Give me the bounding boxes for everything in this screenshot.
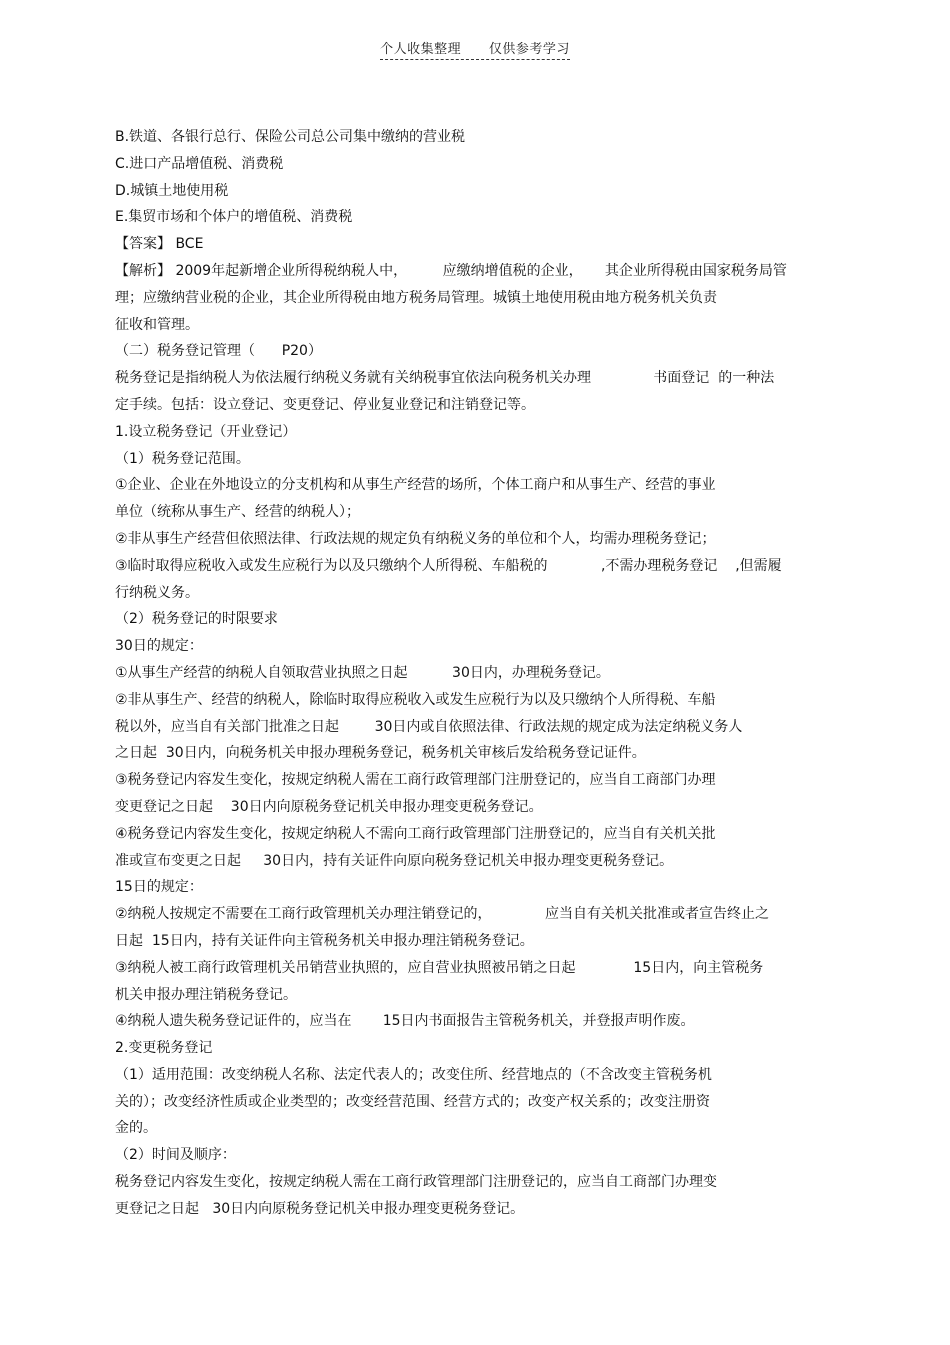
- text-line: ②非从事生产、经营的纳税人，除临时取得应税收入或发生应税行为以及只缴纳个人所得税、车船: [115, 691, 716, 708]
- text-line: 【解析】 2009年起新增企业所得税纳税人中， 应缴纳增值税的企业， 其企业所得税由国家税务局管: [115, 262, 787, 279]
- text-line: （2）税务登记的时限要求: [115, 611, 278, 628]
- text-line: 更登记之日起 30日内向原税务登记机关申报办理变更税务登记。: [115, 1200, 525, 1217]
- page-header: [0, 38, 950, 60]
- text-line: ①从事生产经营的纳税人自领取营业执照之日起 30日内，办理税务登记。: [115, 664, 610, 681]
- header-text: [380, 38, 570, 60]
- text-line: 15日的规定：: [115, 879, 203, 896]
- text-line: ②纳税人按规定不需要在工商行政管理机关办理注销登记的， 应当自有关机关批准或者宣告终止之: [115, 906, 769, 923]
- text-line: ③税务登记内容发生变化，按规定纳税人需在工商行政管理部门注册登记的，应当自工商部门办理: [115, 772, 716, 789]
- text-line: C.进口产品增值税、消费税: [115, 155, 284, 172]
- text-line: ③临时取得应税收入或发生应税行为以及只缴纳个人所得税、车船税的 ,不需办理税务登记 ,但需履: [115, 557, 782, 574]
- text-line: 单位（统称从事生产、经营的纳税人）；: [115, 504, 360, 521]
- text-line: 征收和管理。: [115, 316, 199, 333]
- text-line: （二）税务登记管理（ P20）: [115, 343, 322, 360]
- text-line: 【答案】 BCE: [115, 236, 204, 253]
- text-line: 行纳税义务。: [115, 584, 199, 601]
- text-line: 税以外，应当自有关部门批准之日起 30日内或自依照法律、行政法规的规定成为法定纳税义务人: [115, 718, 743, 735]
- text-line: 金的。: [115, 1120, 157, 1137]
- text-line: 税务登记内容发生变化，按规定纳税人需在工商行政管理部门注册登记的，应当自工商部门办理变: [115, 1174, 717, 1191]
- text-line: 定手续。包括：设立登记、变更登记、停业复业登记和注销登记等。: [115, 396, 535, 413]
- header-left: 个人收集整理: [380, 42, 462, 57]
- text-line: 日起 15日内，持有关证件向主管税务机关申报办理注销税务登记。: [115, 932, 534, 949]
- text-line: 之日起 30日内，向税务机关申报办理税务登记，税务机关审核后发给税务登记证件。: [115, 745, 646, 762]
- text-line: ②非从事生产经营但依照法律、行政法规的规定负有纳税义务的单位和个人，均需办理税务登记；: [115, 530, 716, 547]
- text-line: （1）适用范围：改变纳税人名称、法定代表人的；改变住所、经营地点的（不含改变主管税务机: [115, 1066, 712, 1083]
- text-line: E.集贸市场和个体户的增值税、消费税: [115, 209, 353, 226]
- text-line: ③纳税人被工商行政管理机关吊销营业执照的，应自营业执照被吊销之日起 15日内，向主管税务: [115, 959, 764, 976]
- text-line: 30日的规定：: [115, 638, 203, 655]
- text-line: 2.变更税务登记: [115, 1040, 213, 1057]
- text-line: 1.设立税务登记（开业登记）: [115, 423, 297, 440]
- text-line: D.城镇土地使用税: [115, 182, 229, 199]
- text-line: 税务登记是指纳税人为依法履行纳税义务就有关纳税事宜依法向税务机关办理 书面登记 的一种法: [115, 370, 775, 387]
- text-line: （2）时间及顺序：: [115, 1147, 236, 1164]
- text-line: 准或宣布变更之日起 30日内，持有关证件向原向税务登记机关申报办理变更税务登记。: [115, 852, 674, 869]
- text-line: 变更登记之日起 30日内向原税务登记机关申报办理变更税务登记。: [115, 798, 543, 815]
- document-body: [115, 124, 835, 1223]
- text-line: 理；应缴纳营业税的企业，其企业所得税由地方税务局管理。城镇土地使用税由地方税务机关负责: [115, 289, 717, 306]
- text-line: B.铁道、各银行总行、保险公司总公司集中缴纳的营业税: [115, 129, 466, 145]
- header-right: 仅供参考学习: [488, 42, 570, 57]
- text-line: ④纳税人遗失税务登记证件的，应当在 15日内书面报告主管税务机关，并登报声明作废。: [115, 1013, 695, 1030]
- text-line: 机关申报办理注销税务登记。: [115, 986, 297, 1003]
- text-line: ①企业、企业在外地设立的分支机构和从事生产经营的场所，个体工商户和从事生产、经营的事业: [115, 477, 716, 494]
- text-line: （1）税务登记范围。: [115, 450, 250, 467]
- text-line: 关的）；改变经济性质或企业类型的；改变经营范围、经营方式的；改变产权关系的；改变注册资: [115, 1093, 710, 1110]
- text-line: ④税务登记内容发生变化，按规定纳税人不需向工商行政管理部门注册登记的，应当自有关机关批: [115, 825, 716, 842]
